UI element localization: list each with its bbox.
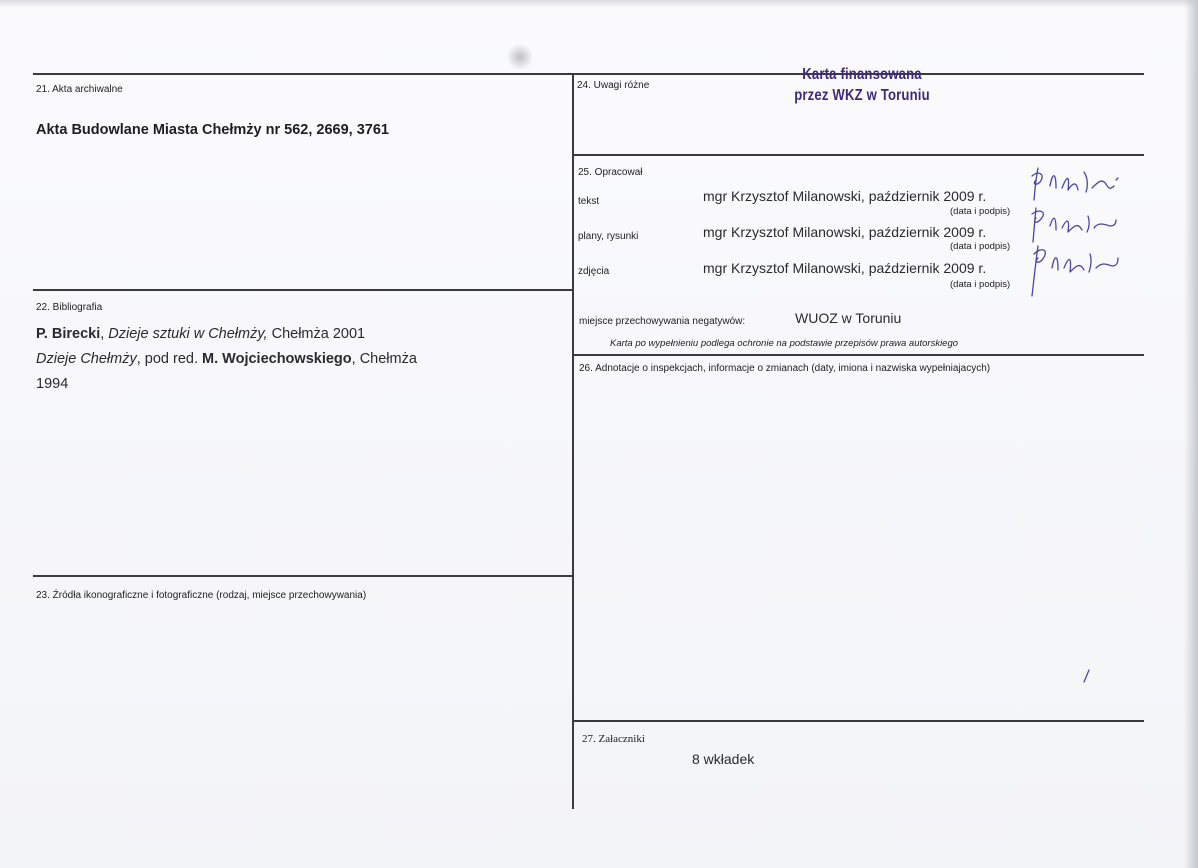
form-rule	[33, 289, 572, 291]
bibliography-entries	[36, 322, 417, 397]
page-edge-shadow	[0, 0, 1198, 8]
paper-smudge	[508, 42, 532, 72]
handwritten-signature	[1026, 238, 1126, 300]
bibliography-line-1: P. Birecki, Dzieje sztuki w Chełmży, Chełmża 2001	[36, 326, 366, 342]
form-rule	[572, 354, 1144, 356]
prepared-row-type: plany, rysunki	[578, 231, 639, 242]
date-signature-caption: (data i podpis)	[950, 241, 1011, 252]
financing-stamp	[788, 64, 936, 106]
section-22-label: 22. Bibliografia	[36, 302, 103, 313]
prepared-row-type: tekst	[578, 196, 600, 207]
handwritten-signature	[1026, 160, 1126, 204]
prepared-row-value: mgr Krzysztof Milanowski, październik 2009 r.	[703, 188, 987, 204]
form-rule	[33, 575, 572, 577]
section-23-label: 23. Źródła ikonograficzne i fotograficzne (rodzaj, miejsce przechowywania)	[36, 590, 367, 601]
negatives-storage-value: WUOZ w Toruniu	[795, 310, 902, 326]
section-27-label: 27. Załaczniki	[582, 733, 645, 745]
negatives-storage-label: miejsce przechowywania negatywów:	[579, 316, 746, 327]
pen-mark	[1080, 668, 1092, 684]
form-rule	[572, 720, 1144, 722]
copyright-note: Karta po wypełnieniu podlega ochronie na podstawie przepisów prawa autorskiego	[610, 338, 959, 349]
section-24-label: 24. Uwagi różne	[577, 80, 650, 91]
section-21-label: 21. Akta archiwalne	[36, 84, 123, 95]
prepared-row-type: zdjęcia	[578, 266, 610, 277]
form-rule	[572, 73, 574, 809]
prepared-row-value: mgr Krzysztof Milanowski, październik 2009 r.	[703, 260, 987, 276]
date-signature-caption: (data i podpis)	[950, 279, 1011, 290]
bibliography-line-2: Dzieje Chełmży, pod red. M. Wojciechowskiego, Chełmża	[36, 351, 417, 367]
date-signature-caption: (data i podpis)	[950, 206, 1011, 217]
section-25-label: 25. Opracował	[578, 167, 643, 178]
prepared-row-value: mgr Krzysztof Milanowski, październik 2009 r.	[703, 224, 987, 240]
bibliography-line-3: 1994	[36, 376, 69, 392]
attachments-value: 8 wkładek	[692, 751, 755, 767]
form-rule	[572, 154, 1144, 156]
section-26-label: 26. Adnotacje o inspekcjach, informacje o zmianach (daty, imiona i nazwiska wypełniajacych)	[579, 363, 991, 374]
page-edge-shadow	[1184, 0, 1198, 868]
stamp-line-1: Karta finansowana	[802, 66, 922, 83]
form-rule	[33, 73, 1144, 75]
archival-files-value: Akta Budowlane Miasta Chełmży nr 562, 2669, 3761	[36, 122, 389, 138]
stamp-line-2: przez WKZ w Toruniu	[794, 87, 930, 104]
